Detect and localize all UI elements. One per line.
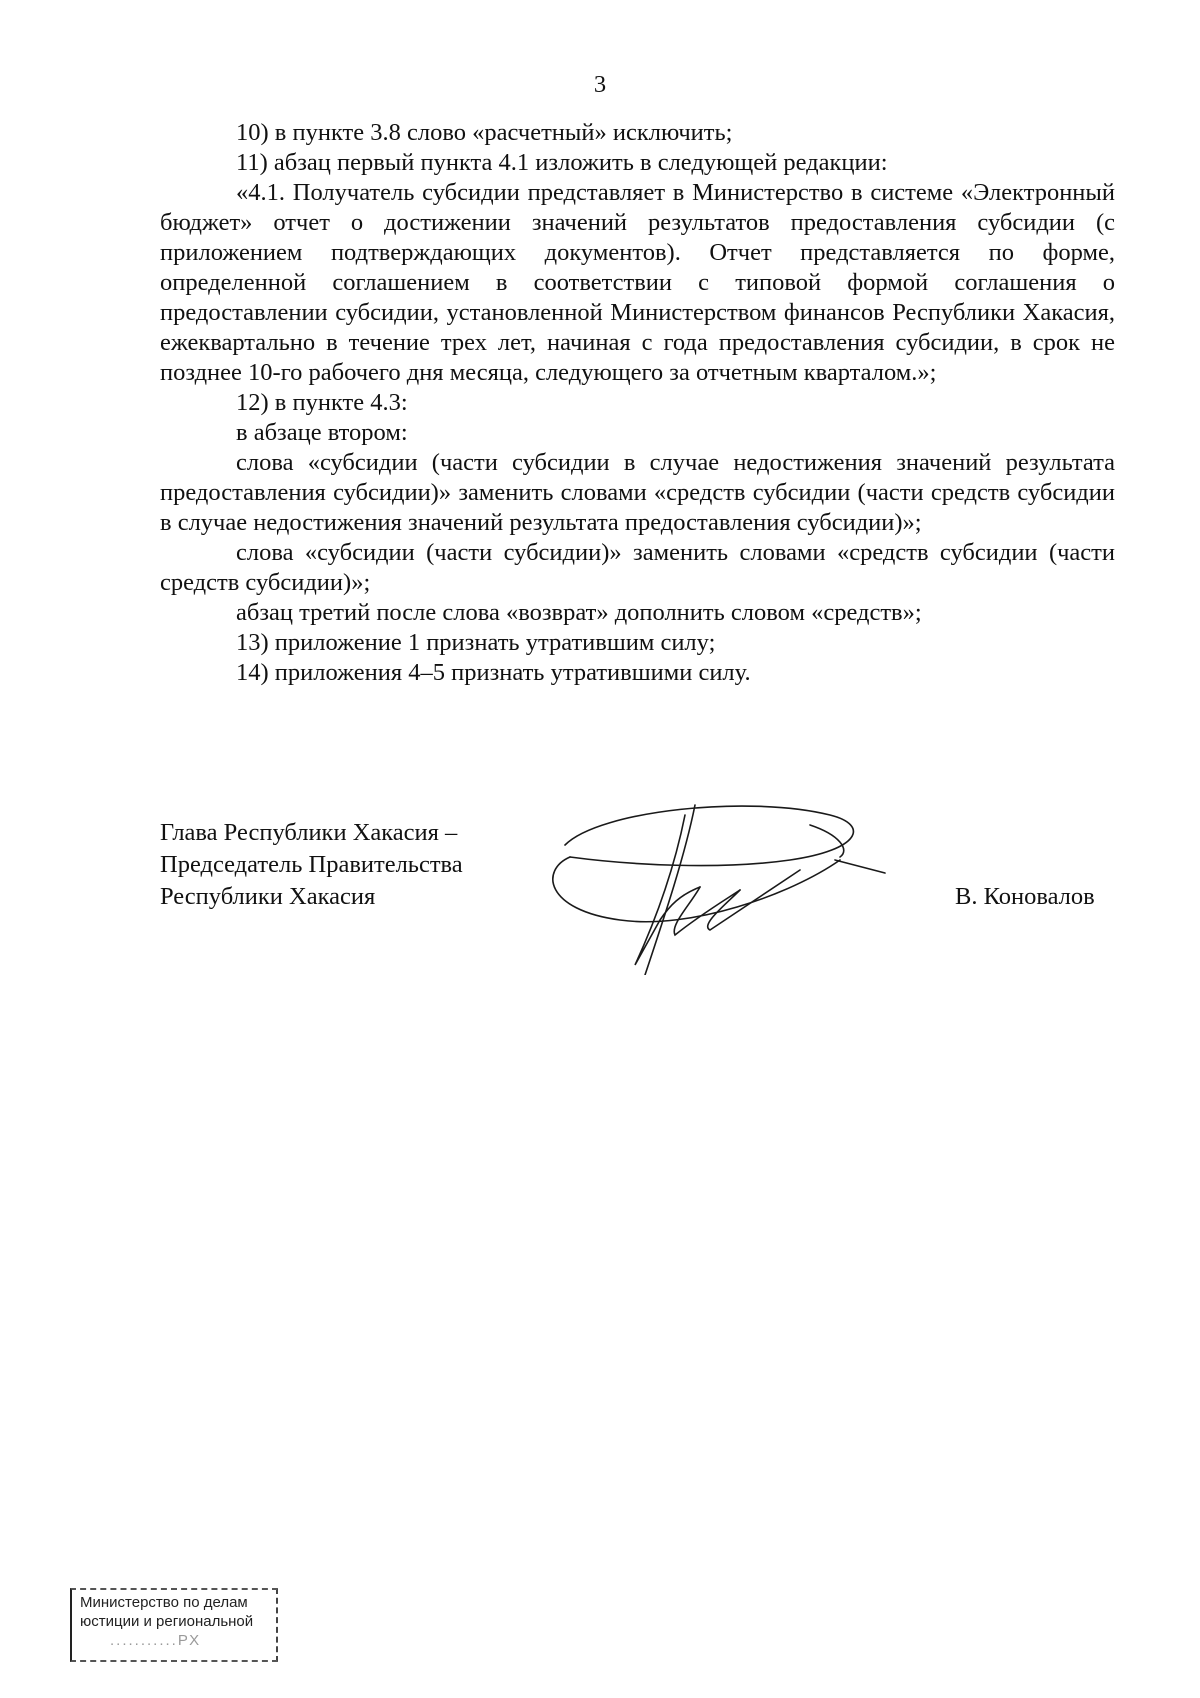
signatory-title [160,817,540,913]
paragraph-item-10: 10) в пункте 3.8 слово «расчетный» исключить; [236,119,733,146]
signatory-title-line: Председатель Правительства [160,851,463,878]
signatory-title-line: Глава Республики Хакасия – [160,819,458,846]
handwritten-signature [540,795,920,975]
paragraph-abzac-second: в абзаце втором: [236,419,408,446]
paragraph-replace-2: слова «субсидии (части субсидии)» заменить словами «средств субсидии (части средств субсидии)»; [160,539,1115,596]
paragraph-item-14: 14) приложения 4–5 признать утратившими силу. [236,659,751,686]
paragraph-abzac-third: абзац третий после слова «возврат» дополнить словом «средств»; [236,599,922,626]
signatory-title-line: Республики Хакасия [160,883,376,910]
signatory-name: В. Коновалов [955,883,1095,910]
paragraph-item-13: 13) приложение 1 признать утратившим силу; [236,629,716,656]
registration-stamp [70,1588,278,1662]
stamp-line: юстиции и региональной [80,1613,254,1630]
paragraph-replace-1: слова «субсидии (части субсидии в случае недостижения значений результата предоставления субсидии)» заменить словами «средств субсидии (части средств субсидии в случае недостижения значений результата предоставления субсидии)»; [160,449,1115,536]
paragraph-item-12: 12) в пункте 4.3: [236,389,408,416]
stamp-line: ...........РХ [110,1632,202,1649]
page-number: 3 [593,71,607,98]
paragraph-quoted-4-1: «4.1. Получатель субсидии представляет в Министерство в системе «Электронный бюджет» отчет о достижении значений результатов предоставления субсидии (с приложением подтверждающих документов). Отчет представляется по форме, определенной соглашением в соответствии с типовой формой соглашения о предоставлении субсидии, установленной Министерством финансов Республики Хакасия, ежеквартально в течение трех лет, начиная с года предоставления субсидии, в срок не позднее 10-го рабочего дня месяца, следующего за отчетным кварталом.»; [160,179,1115,386]
document-body [160,118,1115,688]
paragraph-item-11: 11) абзац первый пункта 4.1 изложить в следующей редакции: [236,149,888,176]
stamp-line: Министерство по делам [80,1594,248,1611]
